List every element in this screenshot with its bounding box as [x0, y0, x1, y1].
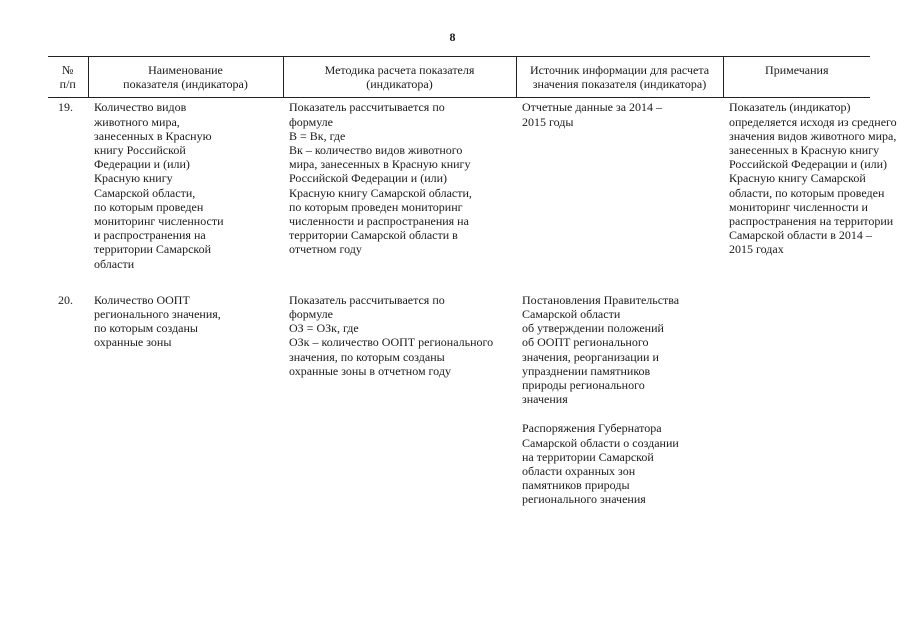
- header-number: № п/п: [48, 57, 88, 98]
- source-cell: [516, 291, 723, 507]
- cell-text-line: ОЗк – количество ООПТ регионального: [289, 335, 494, 350]
- cell-text-line: мониторинг численности и: [729, 199, 868, 214]
- cell-text-line: Количество ООПТ: [94, 292, 190, 307]
- cell-text-line: по которым проведен мониторинг: [289, 199, 463, 214]
- cell-text-line: значения, реорганизации и: [522, 349, 659, 364]
- cell-text-line: области охранных зон: [522, 464, 636, 479]
- cell-text-line: территории Самарской: [94, 242, 212, 257]
- cell-text-line: Количество видов: [94, 100, 187, 115]
- table-header-row: [48, 57, 870, 98]
- cell-text-line: Российской Федерации и (или): [289, 171, 448, 186]
- table-row: [48, 291, 870, 507]
- method-cell: [283, 98, 516, 291]
- cell-text-line: численности и распространения на: [289, 214, 469, 229]
- indicator-name-cell: [88, 98, 283, 291]
- cell-text-line: формуле: [289, 114, 333, 129]
- cell-text-line: об ООПТ регионального: [522, 335, 649, 350]
- cell-text-line: мониторинг численности: [94, 214, 224, 229]
- cell-text-line: области, по которым проведен: [729, 185, 885, 200]
- notes-cell: [723, 291, 870, 507]
- cell-text-line: Красную книгу: [94, 171, 173, 186]
- cell-text-line: 2015 годы: [522, 114, 574, 129]
- cell-text-line: формуле: [289, 307, 333, 322]
- table-row: [48, 98, 870, 291]
- cell-text-line: Самарской области: [522, 307, 621, 322]
- row-number: 19.: [58, 100, 73, 115]
- indicator-table: [48, 56, 897, 507]
- cell-text-line: области: [94, 256, 135, 271]
- cell-text-line: Постановления Правительства: [522, 292, 680, 307]
- cell-text-line: природы регионального: [522, 378, 645, 393]
- indicator-name-cell: [88, 291, 283, 507]
- page-number: 8: [449, 30, 456, 44]
- cell-text-line: значения, по которым созданы: [289, 349, 445, 364]
- cell-text-line: регионального значения: [522, 492, 646, 507]
- cell-text-line: на территории Самарской: [522, 449, 654, 464]
- cell-text-line: Федерации и (или): [94, 157, 190, 172]
- cell-text-line: Красную книгу Самарской: [729, 171, 866, 186]
- cell-text-line: В = Вк, где: [289, 128, 346, 143]
- cell-text-line: и распространения на: [94, 228, 206, 243]
- cell-text-line: занесенных в Красную книгу: [729, 143, 880, 158]
- cell-text-line: Отчетные данные за 2014 –: [522, 100, 663, 115]
- cell-text-line: по которым проведен: [94, 199, 204, 214]
- header-method: Методика расчета показателя (индикатора): [283, 57, 516, 98]
- cell-text-line: значения: [522, 392, 568, 407]
- cell-text-line: упразднении памятников: [522, 363, 651, 378]
- cell-text-line: ОЗ = ОЗк, где: [289, 321, 359, 336]
- cell-text-line: мира, занесенных в Красную книгу: [289, 157, 471, 172]
- cell-text-line: Распоряжения Губернатора: [522, 421, 662, 436]
- cell-text-line: об утверждении положений: [522, 321, 664, 336]
- cell-text-line: Российской Федерации и (или): [729, 157, 888, 172]
- cell-text-line: охранные зоны в отчетном году: [289, 363, 451, 378]
- cell-text-line: памятников природы: [522, 478, 630, 493]
- cell-text-line: определяется исходя из среднего: [729, 114, 897, 129]
- header-notes: Примечания: [723, 57, 870, 98]
- header-source: Источник информации для расчета значения показателя (индикатора): [516, 57, 723, 98]
- cell-text-line: Показатель рассчитывается по: [289, 100, 445, 115]
- cell-text-line: отчетном году: [289, 242, 362, 257]
- cell-text-line: по которым созданы: [94, 321, 198, 336]
- cell-text-line: значения видов животного мира,: [729, 128, 897, 143]
- cell-text-line: Самарской области о создании: [522, 435, 679, 450]
- header-name: Наименование показателя (индикатора): [88, 57, 283, 98]
- row-number: 20.: [58, 292, 73, 307]
- cell-text-line: Показатель (индикатор): [729, 100, 851, 115]
- cell-text-line: регионального значения,: [94, 307, 221, 322]
- cell-text-line: Самарской области,: [94, 185, 196, 200]
- cell-text-line: Красную книгу Самарской области,: [289, 185, 472, 200]
- cell-text-line: занесенных в Красную: [94, 128, 212, 143]
- paragraph-gap: [522, 406, 719, 421]
- cell-text-line: распространения на территории: [729, 214, 894, 229]
- cell-text-line: 2015 годах: [729, 242, 784, 257]
- source-cell: [516, 98, 723, 291]
- cell-text-line: охранные зоны: [94, 335, 172, 350]
- cell-text-line: Вк – количество видов животного: [289, 143, 463, 158]
- cell-text-line: Самарской области в 2014 –: [729, 228, 872, 243]
- cell-text-line: Показатель рассчитывается по: [289, 292, 445, 307]
- cell-text-line: животного мира,: [94, 114, 180, 129]
- cell-text-line: территории Самарской области в: [289, 228, 458, 243]
- cell-text-line: книгу Российской: [94, 143, 186, 158]
- method-cell: [283, 291, 516, 507]
- notes-cell: [723, 98, 897, 291]
